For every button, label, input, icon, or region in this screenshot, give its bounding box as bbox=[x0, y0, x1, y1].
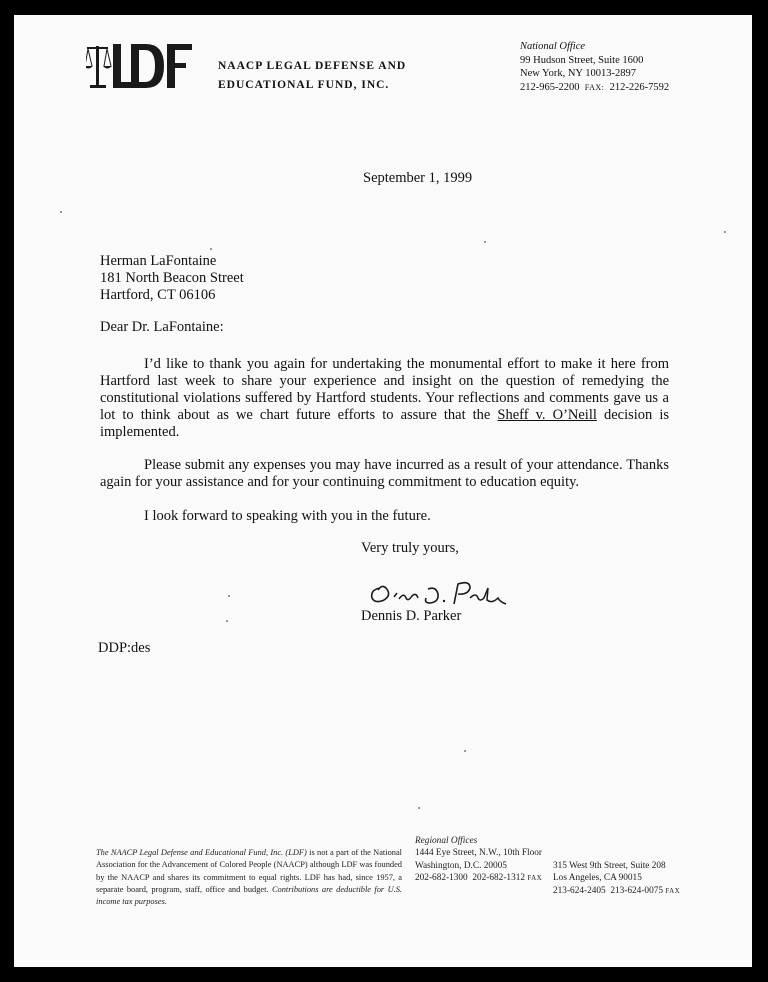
paragraph-thanks-text: I’d like to thank you again for undertaking the monumental effort to make it here from Hartford last week to share your experience and insight on the question of remedying the constitutional violations suffered by Hartford students. Your reflections and comments gave us a lot to think about as we chart future efforts to assure that the bbox=[100, 356, 669, 423]
footer-disclaimer-italic: The NAACP Legal Defense and Educational Fund, Inc. (LDF) bbox=[96, 848, 307, 857]
national-office-fax: 212-226-7592 bbox=[609, 81, 670, 93]
la-city: Los Angeles, CA 90015 bbox=[553, 873, 642, 884]
national-office-address bbox=[520, 40, 669, 94]
la-phones bbox=[553, 885, 680, 897]
paragraph-future: I look forward to speaking with you in the future. bbox=[144, 508, 431, 524]
letter-date: September 1, 1999 bbox=[363, 170, 473, 186]
la-phone: 213-624-2405 bbox=[553, 885, 606, 896]
regional-offices-label: Regional Offices bbox=[415, 836, 478, 846]
dc-fax-label: FAX bbox=[527, 873, 543, 882]
paragraph-expenses: Please submit any expenses you may have incurred as a result of your attendance. Thanks again for your assistance and for your continuing commitment to education equity. bbox=[100, 457, 669, 490]
ldf-scales-logo bbox=[86, 40, 194, 94]
national-office-fax-label: FAX: bbox=[584, 82, 605, 92]
paragraph-thanks-end: decision is implemented. bbox=[100, 407, 670, 440]
footer-disclaimer-text: is not a part of the National Association for the Advancement of Colored People (NAACP) although LDF was founded by the NAACP and shares its commitment to equal rights. LDF has had, since 1957, a separate board, program, staff, office and budget. bbox=[96, 848, 402, 894]
recipient-name: Herman LaFontaine bbox=[100, 253, 217, 269]
regional-office-dc bbox=[415, 835, 542, 884]
scan-speck bbox=[418, 807, 420, 809]
scan-speck bbox=[724, 231, 726, 233]
national-office-street: 99 Hudson Street, Suite 1600 bbox=[520, 54, 644, 66]
dc-phone: 202-682-1300 bbox=[415, 872, 468, 883]
letter-page bbox=[14, 15, 752, 967]
footer-disclaimer bbox=[96, 847, 402, 908]
la-fax: 213-624-0075 bbox=[610, 885, 664, 896]
scan-speck bbox=[226, 620, 228, 622]
national-office-phones bbox=[520, 81, 669, 95]
national-office-label: National Office bbox=[520, 41, 586, 52]
recipient-street: 181 North Beacon Street bbox=[100, 270, 244, 286]
paragraph-thanks bbox=[100, 356, 669, 441]
la-street: 315 West 9th Street, Suite 208 bbox=[553, 861, 666, 871]
reference-initials: DDP:des bbox=[98, 640, 151, 656]
dc-fax: 202-682-1312 bbox=[472, 872, 526, 883]
scan-speck bbox=[484, 241, 486, 243]
salutation: Dear Dr. LaFontaine: bbox=[100, 319, 224, 335]
dc-phones bbox=[415, 872, 542, 884]
recipient-address bbox=[100, 253, 244, 304]
recipient-city: Hartford, CT 06106 bbox=[100, 287, 216, 303]
case-name: Sheff v. O’Neill bbox=[497, 407, 597, 423]
la-fax-label: FAX bbox=[665, 886, 681, 895]
organization-name-line2: EDUCATIONAL FUND, INC. bbox=[218, 79, 390, 91]
scan-speck bbox=[60, 211, 62, 213]
organization-name bbox=[218, 57, 406, 95]
dc-street: 1444 Eye Street, N.W., 10th Floor bbox=[415, 848, 542, 859]
scan-speck bbox=[228, 595, 230, 597]
scan-speck bbox=[464, 750, 466, 752]
closing: Very truly yours, bbox=[361, 540, 459, 556]
scan-speck bbox=[210, 248, 212, 250]
dc-city: Washington, D.C. 20005 bbox=[415, 860, 507, 871]
national-office-phone: 212-965-2200 bbox=[520, 81, 580, 93]
national-office-city: New York, NY 10013-2897 bbox=[520, 68, 636, 79]
organization-name-line1: NAACP LEGAL DEFENSE AND bbox=[218, 60, 407, 72]
footer-disclaimer-tax: Contributions are deductible for U.S. income tax purposes. bbox=[96, 884, 402, 907]
signer-name: Dennis D. Parker bbox=[361, 608, 462, 624]
regional-office-la bbox=[553, 860, 680, 897]
